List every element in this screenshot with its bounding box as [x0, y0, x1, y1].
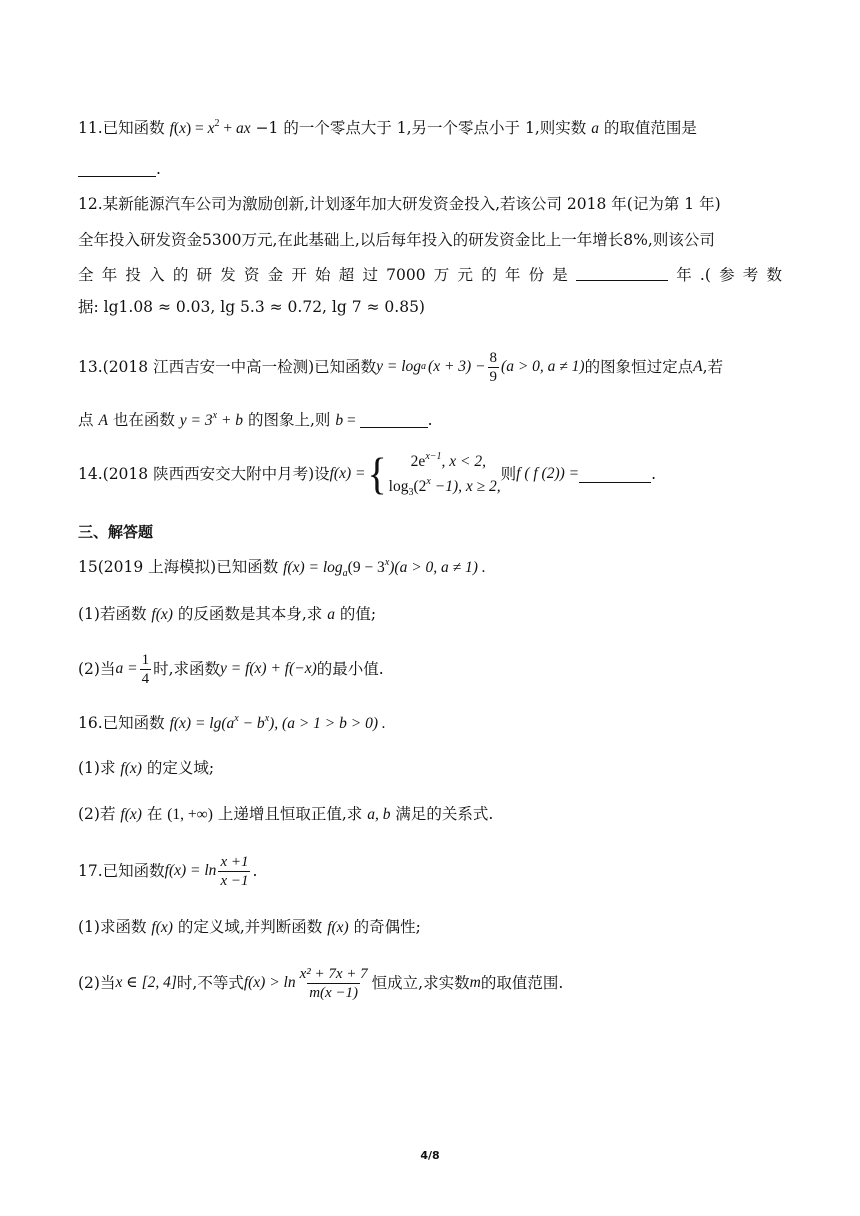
q14-answer-blank[interactable] — [579, 466, 651, 483]
q11-math-a: a — [591, 120, 599, 137]
q11-text-mid: −1 的一个零点大于 1,另一个零点小于 1,则实数 — [250, 119, 592, 137]
q11-period: . — [156, 160, 161, 178]
q15-p2-b: 时,求函数 — [153, 660, 220, 678]
q15-p2-c: 的最小值. — [316, 660, 384, 678]
q13-arg: (x + 3) − — [428, 358, 486, 375]
q15-p2-var: a = — [115, 660, 138, 677]
q17-p2-a: (2)当 — [78, 974, 116, 992]
q12-char: 的 — [481, 266, 497, 284]
q17-p1-fx2: f(x) — [327, 919, 349, 936]
question-15-stem — [78, 556, 782, 579]
question-14 — [78, 445, 782, 503]
q12-char: 的 — [172, 266, 189, 284]
q16-p2-b: 在 — [141, 805, 168, 823]
q12-char: 全 — [78, 266, 94, 284]
q14-case-1 — [389, 449, 501, 474]
q16-stem-sup2: x — [264, 713, 270, 724]
q14-case2-base: 3 — [408, 487, 414, 498]
q16-p2-vars: a, b — [367, 806, 391, 823]
q15-p1-fx: f(x) — [151, 606, 173, 623]
question-15-part-1 — [78, 603, 782, 626]
q13-period: . — [427, 411, 433, 429]
q12-char: 年 — [504, 266, 521, 284]
q15-p1-var: a — [327, 606, 335, 623]
q16-stem-func: f(x) = lg(a — [169, 715, 235, 732]
q17-stem-a: 17.已知函数 — [78, 862, 165, 880]
q17-p2-c: 恒成立,求实数 — [371, 974, 470, 992]
q16-p2-fx: f(x) — [120, 806, 142, 823]
q13-l2-b: 也在函数 — [107, 411, 180, 429]
q17-p1-c: 的奇偶性; — [348, 918, 421, 936]
q17-p1-b: 的定义域,并判断函数 — [172, 918, 328, 936]
q17-stem-end: . — [252, 862, 258, 880]
q12-char: 元 — [457, 266, 473, 284]
q13-l2-point: A — [98, 412, 108, 429]
q13-l2-a: 点 — [78, 411, 99, 429]
q13-suffix-2: ,若 — [702, 358, 723, 376]
q16-stem-end: ), (a > 1 > b > 0) . — [269, 715, 386, 732]
q12-char: .( — [699, 266, 711, 284]
question-16-part-2 — [78, 803, 782, 826]
q12-char: 入 — [149, 266, 165, 284]
q11-answer-blank[interactable] — [78, 160, 156, 177]
page-number: 4/8 — [420, 1149, 440, 1162]
section-heading: 三、解答题 — [78, 523, 154, 541]
q15-p1-a: (1)若函数 — [78, 605, 152, 623]
q13-l2-eq: = — [343, 412, 360, 429]
q13-suffix: 的图象恒过定点 — [584, 358, 694, 376]
q16-stem-mid: − b — [238, 715, 265, 732]
question-12-line-4: 据: lg1.08 ≈ 0.03, lg 5.3 ≈ 0.72, lg 7 ≈ 0.85) — [78, 298, 425, 316]
q11-math-sup: 2 — [214, 118, 220, 129]
q12-char: 是 — [552, 266, 568, 284]
q14-prefix: 14.(2018 陕西西安交大附中月考)设 — [78, 465, 330, 483]
q17-stem-func: f(x) = ln — [164, 862, 217, 879]
q14-case2-arg: (2 — [413, 478, 427, 495]
q11-text-intro: 11.已知函数 — [78, 119, 170, 137]
question-12-line-3 — [78, 264, 782, 286]
q13-fraction — [488, 349, 500, 386]
q16-stem-a: 16.已知函数 — [78, 714, 170, 732]
q15-stem-base: a — [342, 568, 348, 579]
q16-p1-b: 的定义域; — [141, 759, 215, 777]
q11-math-plus: + — [219, 120, 236, 137]
q16-p2-interval: (1, +∞) — [167, 806, 213, 823]
q15-p1-c: 的值; — [334, 605, 377, 623]
q14-case1-cond: , x < 2, — [441, 453, 486, 470]
question-16-part-1 — [78, 757, 782, 780]
q14-ff: f ( f (2)) = — [516, 465, 580, 482]
q17-p1-a: (1)求函数 — [78, 918, 152, 936]
q11-math-x2: x — [207, 120, 215, 137]
q12-number: 7000 — [386, 266, 426, 284]
q17-p2-fraction — [298, 965, 370, 1002]
q14-brace: { — [367, 448, 387, 499]
q13-l2-func: y = 3 — [179, 412, 213, 429]
q14-period: . — [651, 465, 657, 483]
q12-char: 投 — [125, 266, 141, 284]
q14-case2-sup: x — [426, 476, 431, 487]
q15-p2-den: 4 — [141, 670, 150, 687]
q13-frac-den: 9 — [489, 368, 498, 385]
q13-frac-num: 8 — [489, 349, 498, 366]
q13-answer-blank[interactable] — [360, 411, 428, 428]
q14-case2-rest: −1), x ≥ 2, — [430, 478, 501, 495]
q16-p2-c: 上递增且恒取正值,求 — [212, 805, 368, 823]
q17-stem-fraction — [218, 853, 250, 890]
q15-stem-func: f(x) = log — [283, 559, 343, 576]
q13-l2-c: + b — [217, 412, 244, 429]
question-12-line-2: 全年投入研发资金5300万元,在此基础上,以后每年投入的研发资金比上一年增长8%,则该公司 — [78, 231, 715, 249]
q13-func: y = log — [376, 358, 422, 375]
q16-p1-fx: f(x) — [120, 760, 142, 777]
q15-p1-b: 的反函数是其本身,求 — [172, 605, 328, 623]
q16-p2-a: (2)若 — [78, 805, 121, 823]
q12-char: 研 — [196, 266, 213, 284]
q15-stem-end: )(a > 0, a ≠ 1) . — [389, 559, 486, 576]
question-11-line-2 — [78, 158, 782, 180]
q12-char: 份 — [528, 266, 545, 284]
q12-char: 年 — [676, 266, 692, 284]
q12-char: 参 — [719, 266, 735, 284]
q12-char: 超 — [338, 266, 355, 284]
q17-stem-den: x −1 — [220, 872, 249, 889]
q12-char: 发 — [220, 266, 236, 284]
q12-char: 年 — [101, 266, 118, 284]
q11-math-eq: ) = — [185, 120, 208, 137]
question-13-line-1: 13.(2018 江西吉安一中高一检测)已知函数 y = log a (x + 3) − $\frac{8}{9}$ (a > 0, a ≠ 1) 的图象恒过定点 A ,若 — [78, 349, 723, 385]
q15-stem-sup: x — [384, 557, 390, 568]
q17-stem-num: x +1 — [220, 853, 249, 870]
q14-case1-sup: x−1 — [425, 451, 442, 462]
q11-math-f: f — [169, 120, 174, 137]
question-13-line-2 — [78, 409, 782, 432]
question-17-part-2 — [78, 962, 782, 1004]
q13-condition: (a > 0, a ≠ 1) — [501, 358, 585, 375]
question-17-part-1 — [78, 916, 782, 939]
q17-p2-den: m(x −1) — [309, 984, 359, 1001]
q12-char: 万 — [433, 266, 450, 284]
q17-p2-num: x² + 7x + 7 — [299, 965, 368, 982]
question-16-stem — [78, 712, 782, 735]
q15-stem-a: 15(2019 上海模拟)已知函数 — [78, 558, 284, 576]
q17-p2-var: m — [469, 974, 481, 991]
q17-p2-cond: x ∈ [2, 4] — [115, 974, 177, 991]
question-12-line-1: 12.某新能源汽车公司为激励创新,计划逐年加大研发资金投入,若该公司 2018 年(记为第 1 年) — [78, 195, 721, 213]
q16-p2-d: 满足的关系式. — [390, 805, 494, 823]
q12-char: 开 — [291, 266, 307, 284]
q16-stem-sup1: x — [234, 713, 239, 724]
question-11-line-1 — [78, 117, 782, 140]
q12-answer-blank[interactable] — [576, 264, 668, 281]
q12-char: 考 — [742, 266, 759, 284]
q13-l2-d: 的图象上,则 — [243, 411, 336, 429]
q13-prefix: 13.(2018 江西吉安一中高一检测)已知函数 — [78, 358, 377, 376]
question-17-stem — [78, 850, 782, 892]
q17-p2-ineq: f(x) > ln — [243, 974, 296, 991]
q14-cases — [389, 449, 501, 499]
q15-p2-func: y = f(x) + f(−x) — [220, 660, 317, 677]
q11-math-x: x — [179, 120, 186, 137]
q17-p2-d: 的取值范围. — [480, 974, 564, 992]
question-15-part-2 — [78, 649, 782, 689]
q13-l2-sup: x — [212, 410, 218, 421]
q17-p2-b: 时,不等式 — [176, 974, 244, 992]
q17-p1-fx: f(x) — [151, 919, 173, 936]
q14-case2-log: log — [388, 478, 409, 495]
q14-case-2 — [389, 474, 501, 499]
q15-stem-arg: (9 − 3 — [347, 559, 385, 576]
q15-p2-a: (2)当 — [78, 660, 116, 678]
q11-math-ax: ax — [236, 120, 251, 137]
q15-p2-num: 1 — [141, 651, 150, 668]
q12-char: 金 — [267, 266, 284, 284]
q15-p2-fraction — [140, 651, 152, 688]
q16-p1-a: (1)求 — [78, 759, 121, 777]
q14-fx: f(x) = — [329, 465, 366, 482]
q12-char: 数 — [766, 266, 782, 284]
q14-then: 则 — [500, 465, 517, 483]
q11-text-end: 的取值范围是 — [598, 119, 697, 137]
q14-case1-expr: 2e — [410, 453, 426, 470]
q11-math-paren: ( — [173, 120, 180, 137]
q12-char: 资 — [243, 266, 260, 284]
q12-char: 过 — [362, 266, 378, 284]
q12-char: 始 — [315, 266, 331, 284]
q13-l2-b-var: b — [335, 412, 344, 429]
q13-point-a: A — [693, 358, 703, 375]
